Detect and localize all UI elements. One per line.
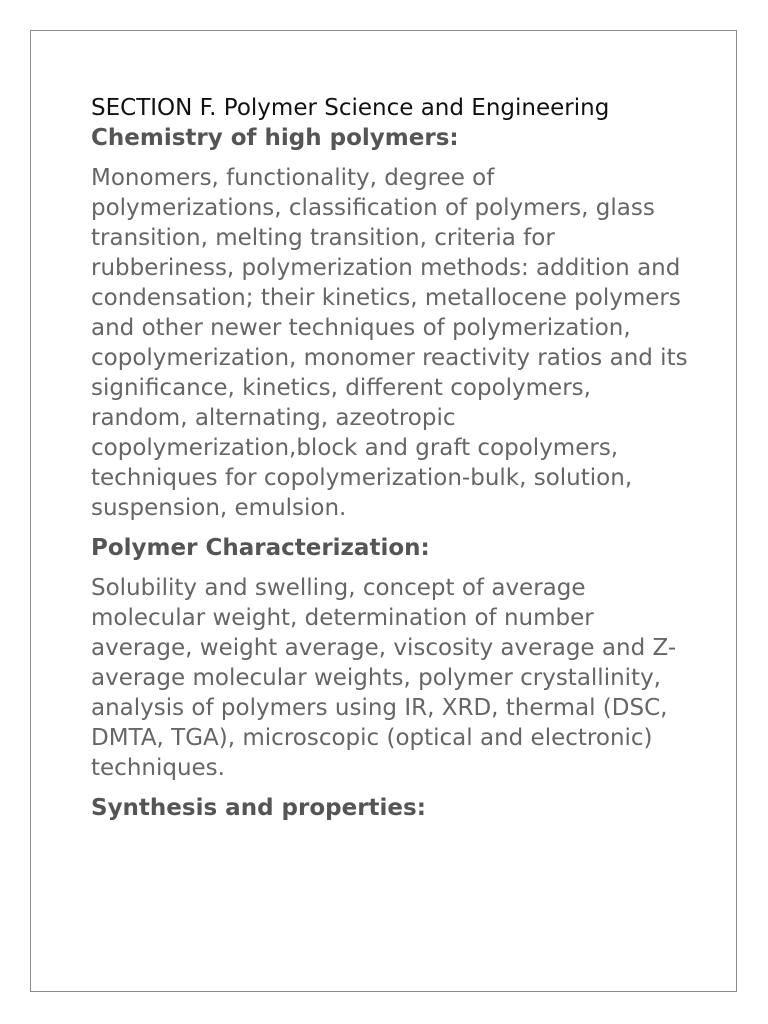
document-page [30, 30, 737, 992]
paragraph-polymer-characterization: Solubility and swelling, concept of average molecular weight, determination of number average, weight average, viscosity average and Z-average molecular weights, polymer crystallinity, analysis of polymers using IR, XRD, thermal (DSC, DMTA, TGA), microscopic (optical and electronic) techniques. [91, 575, 677, 781]
heading-synthesis-and-properties: Synthesis and properties: [91, 795, 426, 821]
heading-polymer-characterization: Polymer Characterization: [91, 535, 430, 561]
heading-chemistry-of-high-polymers: Chemistry of high polymers: [91, 125, 459, 151]
section-title: SECTION F. Polymer Science and Engineering [91, 95, 610, 121]
page-content [91, 93, 691, 823]
paragraph-chemistry-of-high-polymers: Monomers, functionality, degree of polymerizations, classification of polymers, glass transition, melting transition, criteria for rubberiness, polymerization methods: addition and condensation; their kinetics, metallocene polymers and other newer techniques of polymerization, copolymerization, monomer reactivity ratios and its significance, kinetics, different copolymers, random, alternating, azeotropic copolymerization,block and graft copolymers, techniques for copolymerization-bulk, solution, suspension, emulsion. [91, 165, 688, 521]
